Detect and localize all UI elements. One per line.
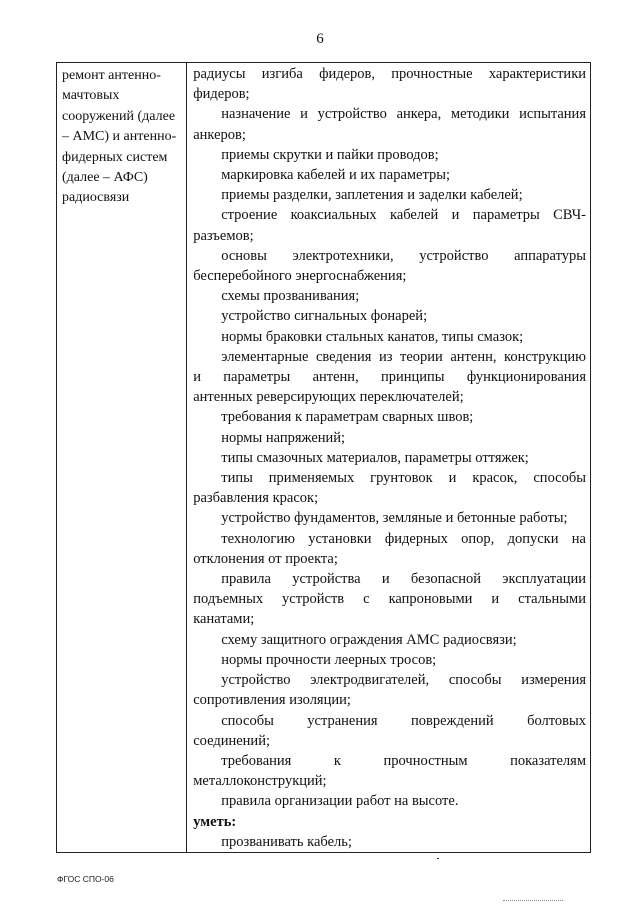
requirement-line: способы устранения повреждений болтовых — [221, 712, 586, 729]
competency-line: радиосвязи — [62, 190, 130, 206]
requirement-line: приемы скрутки и пайки проводов; — [221, 146, 439, 163]
requirement-line: отклонения от проекта; — [193, 550, 338, 567]
requirement-line: бесперебойного энергоснабжения; — [193, 268, 407, 285]
requirements-text — [187, 63, 590, 852]
requirement-line: устройство электродвигателей, способы измерения — [221, 672, 586, 689]
page-number: 6 — [316, 31, 324, 47]
requirement-line: нормы браковки стальных канатов, типы смазок; — [221, 328, 524, 345]
competency-line: сооружений (далее — [62, 108, 176, 124]
competency-line: мачтовых — [62, 88, 120, 104]
requirement-line: прозванивать кабель; — [221, 833, 352, 850]
requirement-line: подъемных устройств с капроновыми и стальными — [193, 591, 586, 608]
requirement-line: правила организации работ на высоте. — [221, 793, 459, 810]
requirement-line: маркировка кабелей и их параметры; — [221, 167, 451, 184]
requirement-line: сопротивления изоляции; — [193, 692, 351, 709]
standard-table — [56, 62, 591, 853]
competency-cell — [57, 63, 187, 853]
table-row — [57, 63, 591, 853]
section-heading: уметь: — [193, 813, 237, 830]
requirement-line: правила устройства и безопасной эксплуатации — [221, 571, 586, 588]
requirement-line: типы смазочных материалов, параметры оттяжек; — [221, 449, 529, 466]
competency-line: (далее – АФС) — [62, 170, 148, 186]
requirement-line: анкеров; — [193, 126, 246, 143]
requirement-line: элементарные сведения из теории антенн, конструкцию — [221, 348, 586, 365]
competency-line: – АМС) и антенно- — [62, 129, 177, 145]
requirements-cell — [187, 63, 591, 853]
requirement-line: и параметры антенн, принципы функционирования — [193, 369, 586, 386]
requirement-line: металлоконструкций; — [193, 773, 327, 790]
requirement-line: технологию установки фидерных опор, допуски на — [221, 530, 586, 547]
requirement-line: схемы прозванивания; — [221, 288, 360, 305]
requirement-line: схему защитного ограждения АМС радиосвязи; — [221, 631, 517, 648]
scan-mark — [503, 900, 563, 902]
requirement-line: антенных реверсирующих переключателей; — [193, 389, 464, 406]
requirement-line: назначение и устройство анкера, методики испытания — [221, 106, 586, 123]
requirement-line: фидеров; — [193, 86, 250, 103]
requirement-line: строение коаксиальных кабелей и параметры СВЧ- — [221, 207, 586, 224]
requirement-line: нормы напряжений; — [221, 429, 346, 446]
competency-line: фидерных систем — [62, 149, 168, 165]
requirement-line: устройство фундаментов, земляные и бетонные работы; — [221, 510, 568, 527]
scan-mark — [437, 858, 439, 859]
requirement-line: приемы разделки, заплетения и заделки кабелей; — [221, 187, 523, 204]
requirement-line: устройство сигнальных фонарей; — [221, 308, 428, 325]
requirement-line: радиусы изгиба фидеров, прочностные характеристики — [193, 66, 586, 82]
requirement-line: канатами; — [193, 611, 255, 628]
requirement-line: основы электротехники, устройство аппаратуры — [221, 247, 586, 264]
competency-text — [57, 63, 186, 209]
requirement-line: требования к прочностным показателям — [221, 752, 586, 769]
requirement-line: нормы прочности леерных тросов; — [221, 651, 437, 668]
requirement-line: типы применяемых грунтовок и красок, способы — [221, 470, 586, 487]
requirement-line: соединений; — [193, 732, 270, 749]
requirement-line: разъемов; — [193, 227, 254, 244]
requirement-line: требования к параметрам сварных швов; — [221, 409, 474, 426]
competency-line: ремонт антенно- — [62, 68, 161, 83]
footer-code: ФГОС СПО-06 — [57, 874, 114, 884]
requirement-line: разбавления красок; — [193, 490, 319, 507]
